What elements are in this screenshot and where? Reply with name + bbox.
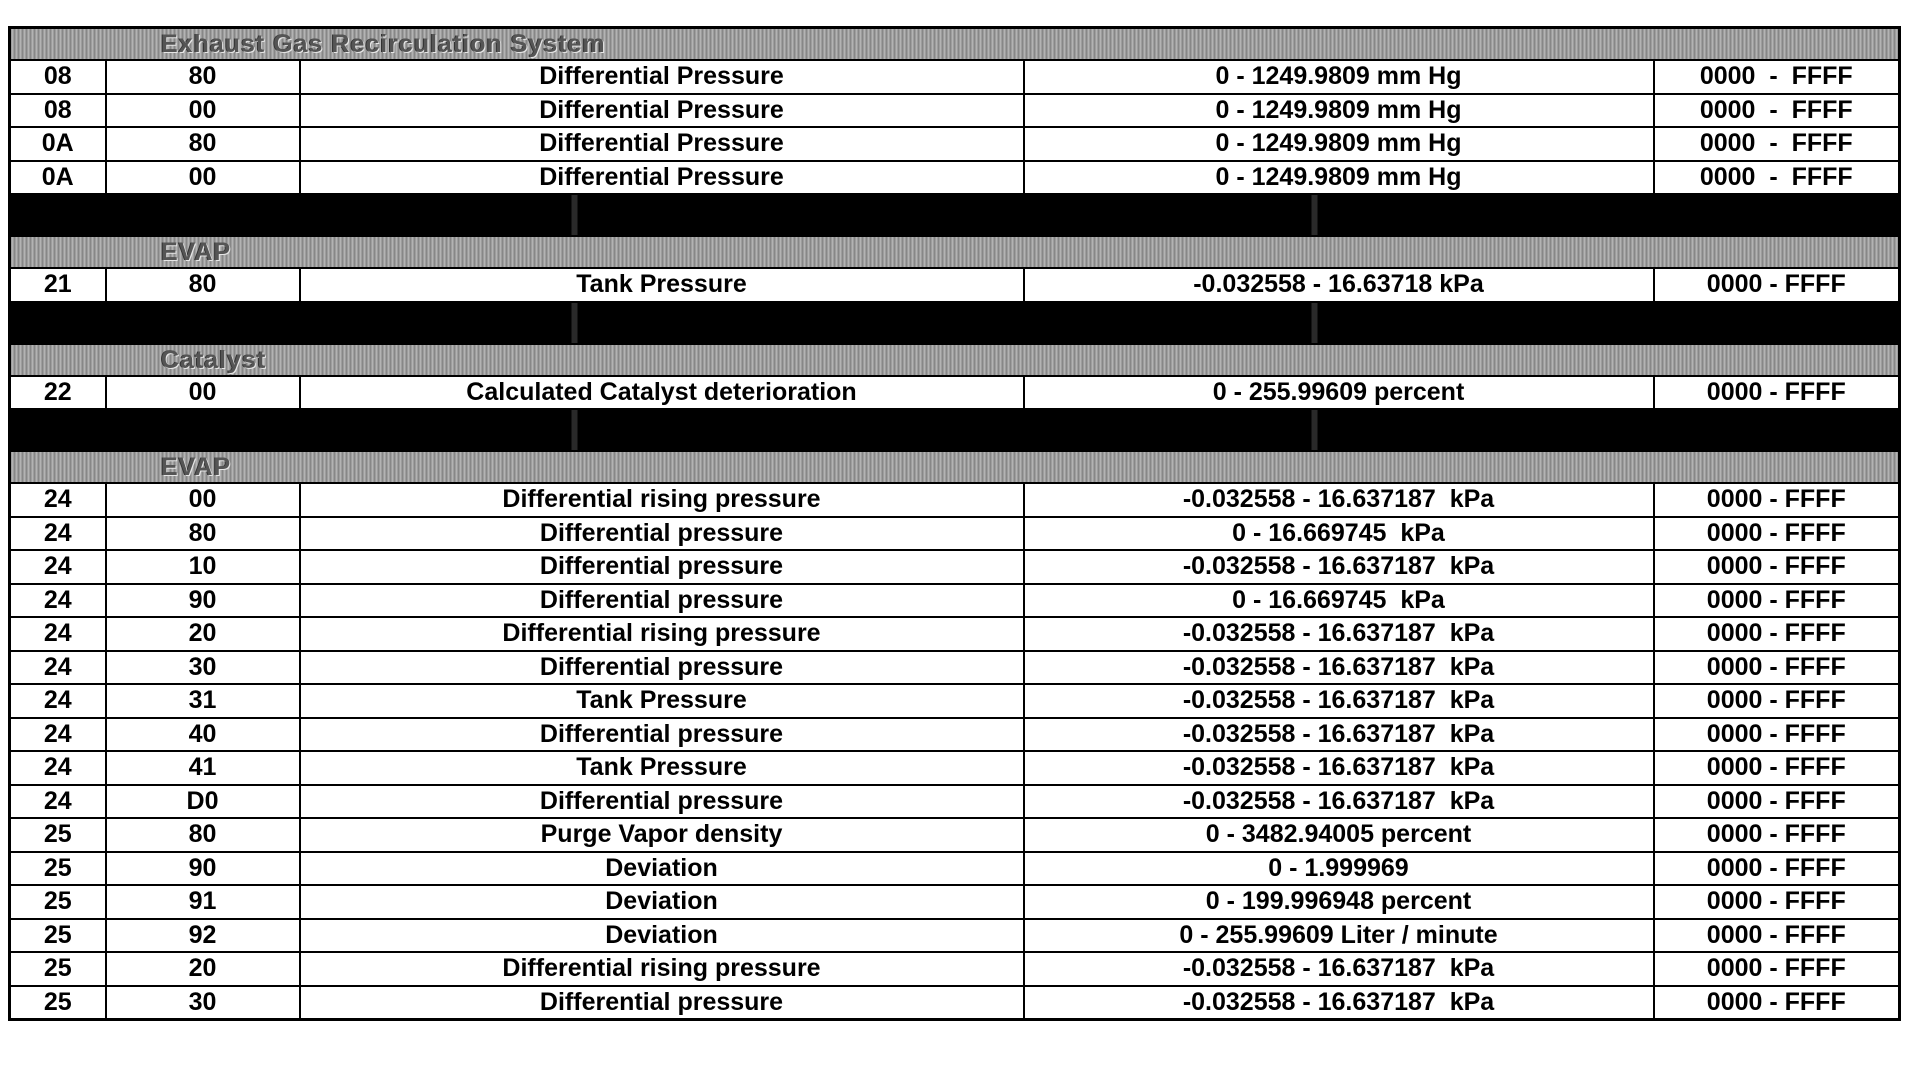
section-header bbox=[10, 451, 1900, 483]
mode-cell: 24 bbox=[10, 584, 106, 618]
divider-band bbox=[10, 302, 1900, 344]
section-title: Exhaust Gas Recirculation System bbox=[161, 30, 606, 58]
table-row bbox=[10, 651, 1900, 685]
tid-cell: 30 bbox=[106, 651, 300, 685]
range-cell: -0.032558 - 16.637187 kPa bbox=[1024, 751, 1654, 785]
mode-cell: 08 bbox=[10, 60, 106, 94]
table-row bbox=[10, 60, 1900, 94]
range-cell: -0.032558 - 16.637187 kPa bbox=[1024, 550, 1654, 584]
description-cell: Purge Vapor density bbox=[300, 818, 1024, 852]
range-cell: -0.032558 - 16.637187 kPa bbox=[1024, 483, 1654, 517]
mode-cell: 25 bbox=[10, 952, 106, 986]
range-cell: 0 - 1249.9809 mm Hg bbox=[1024, 127, 1654, 161]
tid-cell: 10 bbox=[106, 550, 300, 584]
table-row bbox=[10, 94, 1900, 128]
tid-cell: 30 bbox=[106, 986, 300, 1020]
description-cell: Differential pressure bbox=[300, 584, 1024, 618]
description-cell: Differential Pressure bbox=[300, 60, 1024, 94]
table-row bbox=[10, 550, 1900, 584]
tid-cell: 90 bbox=[106, 852, 300, 886]
table-row bbox=[10, 952, 1900, 986]
mode-cell: 25 bbox=[10, 885, 106, 919]
table-row bbox=[10, 127, 1900, 161]
table-row bbox=[10, 617, 1900, 651]
mode-cell: 24 bbox=[10, 617, 106, 651]
mode-cell: 24 bbox=[10, 651, 106, 685]
description-cell: Differential pressure bbox=[300, 517, 1024, 551]
hex-range-cell: 0000 - FFFF bbox=[1654, 651, 1900, 685]
description-cell: Differential rising pressure bbox=[300, 617, 1024, 651]
table-row bbox=[10, 161, 1900, 195]
hex-range-cell: 0000 - FFFF bbox=[1654, 94, 1900, 128]
description-cell: Deviation bbox=[300, 885, 1024, 919]
description-cell: Differential pressure bbox=[300, 986, 1024, 1020]
range-cell: -0.032558 - 16.637187 kPa bbox=[1024, 684, 1654, 718]
hex-range-cell: 0000 - FFFF bbox=[1654, 785, 1900, 819]
mode-cell: 24 bbox=[10, 718, 106, 752]
mode-cell: 25 bbox=[10, 986, 106, 1020]
description-cell: Deviation bbox=[300, 919, 1024, 953]
tid-cell: 00 bbox=[106, 94, 300, 128]
description-cell: Tank Pressure bbox=[300, 684, 1024, 718]
description-cell: Differential rising pressure bbox=[300, 952, 1024, 986]
hex-range-cell: 0000 - FFFF bbox=[1654, 376, 1900, 410]
tid-cell: 90 bbox=[106, 584, 300, 618]
table-row bbox=[10, 718, 1900, 752]
section-header-cell bbox=[10, 344, 1900, 376]
range-cell: -0.032558 - 16.637187 kPa bbox=[1024, 617, 1654, 651]
table-row bbox=[10, 517, 1900, 551]
table-row bbox=[10, 986, 1900, 1020]
mode-cell: 24 bbox=[10, 684, 106, 718]
mode-cell: 0A bbox=[10, 127, 106, 161]
mode-cell: 25 bbox=[10, 818, 106, 852]
mode-cell: 22 bbox=[10, 376, 106, 410]
section-header bbox=[10, 28, 1900, 61]
tid-cell: 40 bbox=[106, 718, 300, 752]
hex-range-cell: 0000 - FFFF bbox=[1654, 550, 1900, 584]
hex-range-cell: 0000 - FFFF bbox=[1654, 952, 1900, 986]
hex-range-cell: 0000 - FFFF bbox=[1654, 617, 1900, 651]
description-cell: Deviation bbox=[300, 852, 1024, 886]
table-row bbox=[10, 818, 1900, 852]
range-cell: -0.032558 - 16.637187 kPa bbox=[1024, 952, 1654, 986]
section-title: EVAP bbox=[161, 453, 232, 481]
mode-cell: 08 bbox=[10, 94, 106, 128]
mode-cell: 24 bbox=[10, 785, 106, 819]
tid-cell: 80 bbox=[106, 127, 300, 161]
table-row bbox=[10, 885, 1900, 919]
tid-cell: 00 bbox=[106, 376, 300, 410]
tid-cell: 80 bbox=[106, 517, 300, 551]
description-cell: Differential rising pressure bbox=[300, 483, 1024, 517]
range-cell: 0 - 1249.9809 mm Hg bbox=[1024, 161, 1654, 195]
range-cell: -0.032558 - 16.63718 kPa bbox=[1024, 268, 1654, 302]
table-row bbox=[10, 751, 1900, 785]
hex-range-cell: 0000 - FFFF bbox=[1654, 818, 1900, 852]
description-cell: Differential pressure bbox=[300, 651, 1024, 685]
range-cell: -0.032558 - 16.637187 kPa bbox=[1024, 651, 1654, 685]
hex-range-cell: 0000 - FFFF bbox=[1654, 919, 1900, 953]
hex-range-cell: 0000 - FFFF bbox=[1654, 718, 1900, 752]
table-row bbox=[10, 483, 1900, 517]
range-cell: 0 - 199.996948 percent bbox=[1024, 885, 1654, 919]
range-cell: 0 - 255.99609 Liter / minute bbox=[1024, 919, 1654, 953]
section-divider bbox=[10, 409, 1900, 451]
tid-cell: 20 bbox=[106, 952, 300, 986]
hex-range-cell: 0000 - FFFF bbox=[1654, 852, 1900, 886]
mode-cell: 24 bbox=[10, 483, 106, 517]
description-cell: Tank Pressure bbox=[300, 268, 1024, 302]
description-cell: Differential Pressure bbox=[300, 94, 1024, 128]
hex-range-cell: 0000 - FFFF bbox=[1654, 483, 1900, 517]
tid-cell: 80 bbox=[106, 268, 300, 302]
table-row bbox=[10, 584, 1900, 618]
tid-cell: 00 bbox=[106, 161, 300, 195]
hex-range-cell: 0000 - FFFF bbox=[1654, 161, 1900, 195]
table-row bbox=[10, 919, 1900, 953]
range-cell: -0.032558 - 16.637187 kPa bbox=[1024, 718, 1654, 752]
description-cell: Differential pressure bbox=[300, 718, 1024, 752]
hex-range-cell: 0000 - FFFF bbox=[1654, 684, 1900, 718]
divider-band bbox=[10, 409, 1900, 451]
section-divider bbox=[10, 302, 1900, 344]
section-header-cell bbox=[10, 236, 1900, 268]
range-cell: 0 - 1.999969 bbox=[1024, 852, 1654, 886]
tid-cell: 80 bbox=[106, 818, 300, 852]
description-cell: Tank Pressure bbox=[300, 751, 1024, 785]
range-cell: 0 - 1249.9809 mm Hg bbox=[1024, 94, 1654, 128]
tid-cell: 91 bbox=[106, 885, 300, 919]
mode-cell: 21 bbox=[10, 268, 106, 302]
range-cell: 0 - 16.669745 kPa bbox=[1024, 517, 1654, 551]
mode-cell: 24 bbox=[10, 751, 106, 785]
section-title: Catalyst bbox=[161, 345, 267, 374]
divider-band bbox=[10, 194, 1900, 236]
table-row bbox=[10, 376, 1900, 410]
tid-cell: D0 bbox=[106, 785, 300, 819]
hex-range-cell: 0000 - FFFF bbox=[1654, 584, 1900, 618]
section-header-cell bbox=[10, 28, 1900, 61]
tid-cell: 31 bbox=[106, 684, 300, 718]
tid-cell: 20 bbox=[106, 617, 300, 651]
mode-cell: 25 bbox=[10, 919, 106, 953]
hex-range-cell: 0000 - FFFF bbox=[1654, 751, 1900, 785]
hex-range-cell: 0000 - FFFF bbox=[1654, 60, 1900, 94]
description-cell: Differential Pressure bbox=[300, 127, 1024, 161]
table-row bbox=[10, 785, 1900, 819]
mode-cell: 24 bbox=[10, 550, 106, 584]
range-cell: 0 - 1249.9809 mm Hg bbox=[1024, 60, 1654, 94]
hex-range-cell: 0000 - FFFF bbox=[1654, 885, 1900, 919]
description-cell: Differential pressure bbox=[300, 550, 1024, 584]
range-cell: -0.032558 - 16.637187 kPa bbox=[1024, 785, 1654, 819]
description-cell: Calculated Catalyst deterioration bbox=[300, 376, 1024, 410]
section-divider bbox=[10, 194, 1900, 236]
tid-cell: 41 bbox=[106, 751, 300, 785]
table-row bbox=[10, 268, 1900, 302]
table-row bbox=[10, 852, 1900, 886]
hex-range-cell: 0000 - FFFF bbox=[1654, 517, 1900, 551]
range-cell: 0 - 3482.94005 percent bbox=[1024, 818, 1654, 852]
hex-range-cell: 0000 - FFFF bbox=[1654, 127, 1900, 161]
tid-cell: 80 bbox=[106, 60, 300, 94]
hex-range-cell: 0000 - FFFF bbox=[1654, 268, 1900, 302]
description-cell: Differential Pressure bbox=[300, 161, 1024, 195]
table-row bbox=[10, 684, 1900, 718]
range-cell: 0 - 255.99609 percent bbox=[1024, 376, 1654, 410]
parameter-table bbox=[8, 26, 1901, 1021]
section-header-cell bbox=[10, 451, 1900, 483]
description-cell: Differential pressure bbox=[300, 785, 1024, 819]
mode-cell: 24 bbox=[10, 517, 106, 551]
mode-cell: 0A bbox=[10, 161, 106, 195]
section-header bbox=[10, 236, 1900, 268]
tid-cell: 00 bbox=[106, 483, 300, 517]
range-cell: -0.032558 - 16.637187 kPa bbox=[1024, 986, 1654, 1020]
section-title: EVAP bbox=[161, 238, 232, 266]
tid-cell: 92 bbox=[106, 919, 300, 953]
section-header bbox=[10, 344, 1900, 376]
mode-cell: 25 bbox=[10, 852, 106, 886]
range-cell: 0 - 16.669745 kPa bbox=[1024, 584, 1654, 618]
hex-range-cell: 0000 - FFFF bbox=[1654, 986, 1900, 1020]
